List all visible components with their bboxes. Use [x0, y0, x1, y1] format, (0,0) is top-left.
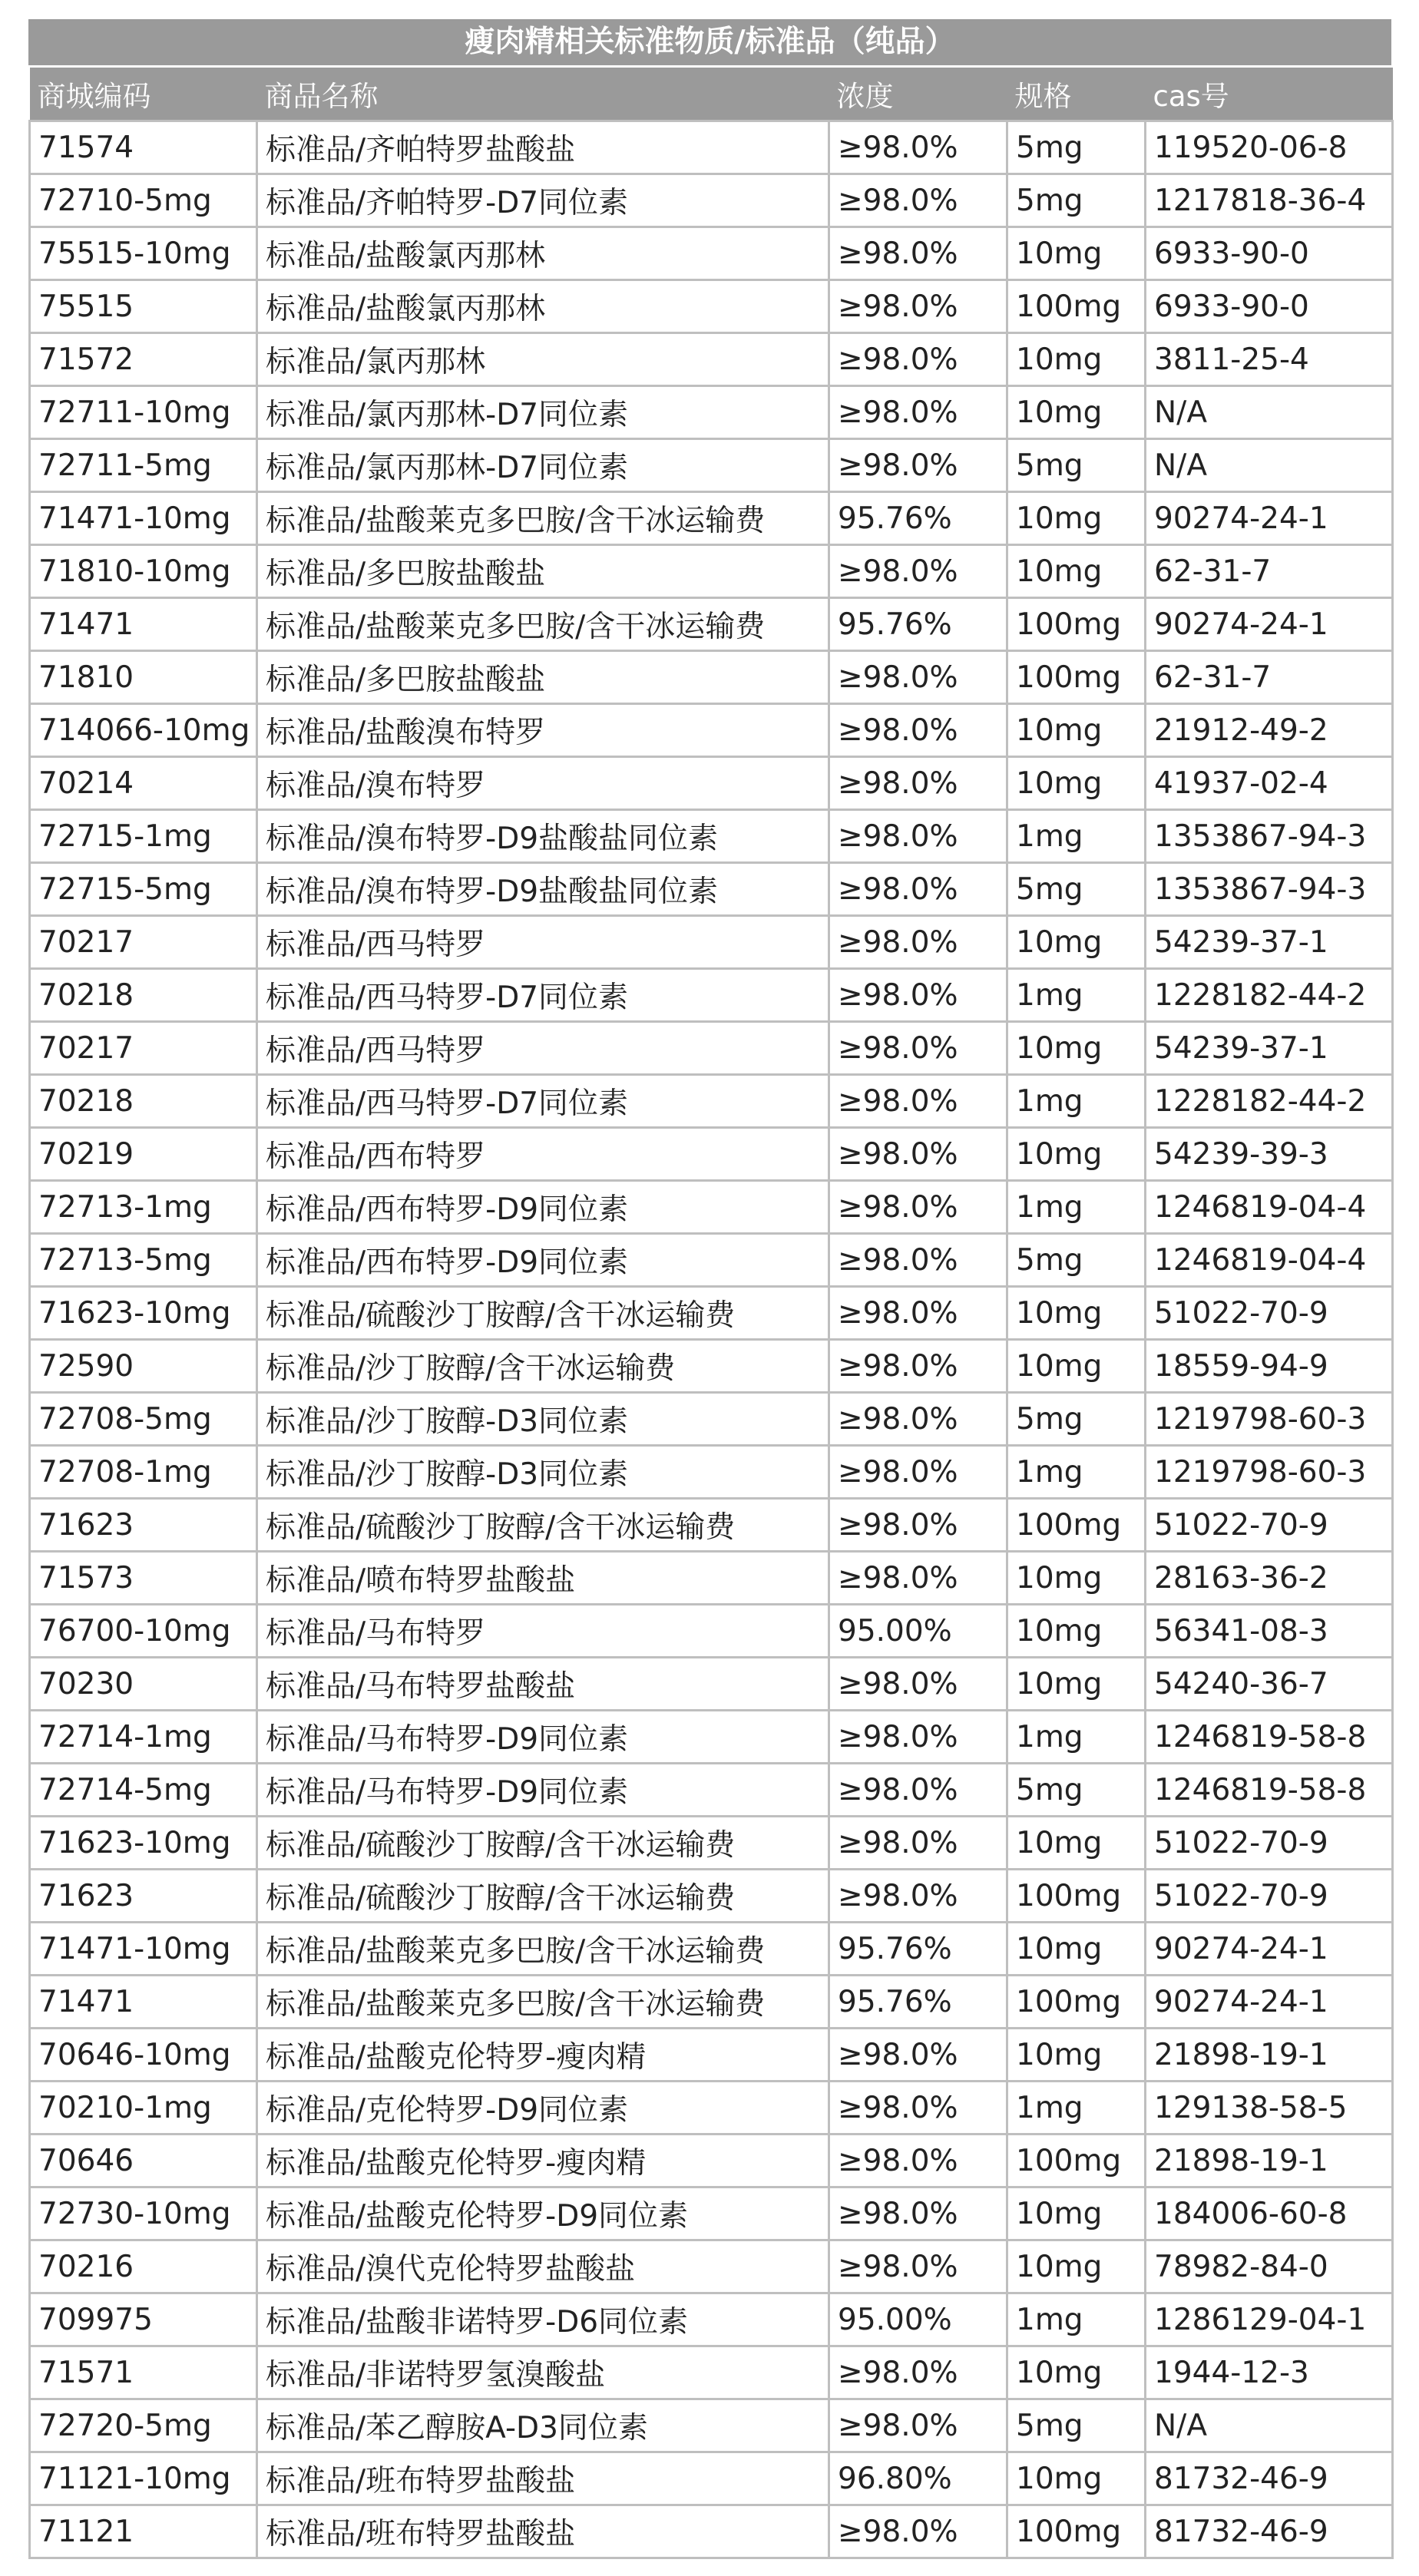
cell-spec: 10mg: [1007, 545, 1146, 598]
cell-code: 72730-10mg: [30, 2187, 257, 2240]
cell-spec: 100mg: [1007, 1976, 1146, 2029]
header-concentration: 浓度: [829, 68, 1007, 121]
cell-name: 标准品/班布特罗盐酸盐: [257, 2505, 829, 2558]
cell-concentration: ≥98.0%: [829, 1181, 1007, 1234]
cell-concentration: ≥98.0%: [829, 2029, 1007, 2082]
cell-cas: 6933-90-0: [1146, 227, 1393, 280]
cell-name: 标准品/克伦特罗-D9同位素: [257, 2082, 829, 2135]
cell-cas: 21912-49-2: [1146, 704, 1393, 757]
cell-name: 标准品/氯丙那林: [257, 333, 829, 386]
cell-concentration: ≥98.0%: [829, 121, 1007, 174]
table-row: [30, 1393, 1393, 1446]
cell-name: 标准品/硫酸沙丁胺醇/含干冰运输费: [257, 1499, 829, 1552]
table-row: [30, 1340, 1393, 1393]
cell-name: 标准品/马布特罗-D9同位素: [257, 1711, 829, 1764]
cell-concentration: ≥98.0%: [829, 2082, 1007, 2135]
cell-spec: 5mg: [1007, 863, 1146, 916]
cell-concentration: ≥98.0%: [829, 1446, 1007, 1499]
cell-code: 71574: [30, 121, 257, 174]
cell-name: 标准品/沙丁胺醇-D3同位素: [257, 1393, 829, 1446]
table-row: [30, 1287, 1393, 1340]
table-row: [30, 2346, 1393, 2399]
cell-name: 标准品/沙丁胺醇/含干冰运输费: [257, 1340, 829, 1393]
cell-cas: 1246819-04-4: [1146, 1181, 1393, 1234]
cell-code: 75515-10mg: [30, 227, 257, 280]
cell-spec: 10mg: [1007, 333, 1146, 386]
cell-spec: 100mg: [1007, 2135, 1146, 2187]
cell-concentration: ≥98.0%: [829, 1340, 1007, 1393]
cell-name: 标准品/溴代克伦特罗盐酸盐: [257, 2240, 829, 2293]
cell-cas: 1944-12-3: [1146, 2346, 1393, 2399]
cell-spec: 10mg: [1007, 1287, 1146, 1340]
table-row: [30, 1128, 1393, 1181]
cell-cas: 28163-36-2: [1146, 1552, 1393, 1605]
cell-cas: 1219798-60-3: [1146, 1446, 1393, 1499]
cell-cas: 129138-58-5: [1146, 2082, 1393, 2135]
cell-name: 标准品/氯丙那林-D7同位素: [257, 386, 829, 439]
cell-name: 标准品/氯丙那林-D7同位素: [257, 439, 829, 492]
cell-concentration: ≥98.0%: [829, 2187, 1007, 2240]
cell-name: 标准品/喷布特罗盐酸盐: [257, 1552, 829, 1605]
cell-code: 70646-10mg: [30, 2029, 257, 2082]
cell-code: 72715-1mg: [30, 810, 257, 863]
cell-name: 标准品/沙丁胺醇-D3同位素: [257, 1446, 829, 1499]
cell-cas: 51022-70-9: [1146, 1499, 1393, 1552]
cell-code: 72708-1mg: [30, 1446, 257, 1499]
cell-cas: 21898-19-1: [1146, 2135, 1393, 2187]
cell-concentration: ≥98.0%: [829, 1817, 1007, 1870]
cell-spec: 5mg: [1007, 1764, 1146, 1817]
cell-concentration: ≥98.0%: [829, 1128, 1007, 1181]
cell-concentration: ≥98.0%: [829, 2346, 1007, 2399]
cell-spec: 10mg: [1007, 704, 1146, 757]
cell-spec: 1mg: [1007, 1446, 1146, 1499]
cell-concentration: 95.76%: [829, 1976, 1007, 2029]
cell-concentration: ≥98.0%: [829, 704, 1007, 757]
cell-cas: 90274-24-1: [1146, 1923, 1393, 1976]
table-body: [30, 121, 1393, 2558]
cell-spec: 10mg: [1007, 2187, 1146, 2240]
table-row: [30, 1552, 1393, 1605]
cell-concentration: ≥98.0%: [829, 757, 1007, 810]
cell-cas: 1246819-58-8: [1146, 1764, 1393, 1817]
cell-concentration: 96.80%: [829, 2452, 1007, 2505]
cell-code: 71121: [30, 2505, 257, 2558]
cell-concentration: 95.00%: [829, 2293, 1007, 2346]
table-row: [30, 1499, 1393, 1552]
cell-name: 标准品/西马特罗-D7同位素: [257, 1075, 829, 1128]
cell-concentration: ≥98.0%: [829, 863, 1007, 916]
header-code: 商城编码: [30, 68, 257, 121]
cell-concentration: ≥98.0%: [829, 1764, 1007, 1817]
cell-name: 标准品/硫酸沙丁胺醇/含干冰运输费: [257, 1817, 829, 1870]
cell-code: 709975: [30, 2293, 257, 2346]
table-row: [30, 863, 1393, 916]
table-row: [30, 2505, 1393, 2558]
header-cas: cas号: [1146, 68, 1393, 121]
cell-name: 标准品/西马特罗-D7同位素: [257, 969, 829, 1022]
cell-cas: 1219798-60-3: [1146, 1393, 1393, 1446]
cell-cas: N/A: [1146, 2399, 1393, 2452]
cell-code: 72708-5mg: [30, 1393, 257, 1446]
cell-name: 标准品/盐酸克伦特罗-D9同位素: [257, 2187, 829, 2240]
cell-name: 标准品/盐酸莱克多巴胺/含干冰运输费: [257, 1976, 829, 2029]
cell-cas: 81732-46-9: [1146, 2505, 1393, 2558]
table-row: [30, 598, 1393, 651]
cell-cas: 54240-36-7: [1146, 1658, 1393, 1711]
table-row: [30, 2082, 1393, 2135]
cell-spec: 100mg: [1007, 2505, 1146, 2558]
cell-cas: 21898-19-1: [1146, 2029, 1393, 2082]
cell-concentration: 95.76%: [829, 598, 1007, 651]
table-row: [30, 1658, 1393, 1711]
cell-name: 标准品/齐帕特罗盐酸盐: [257, 121, 829, 174]
cell-concentration: 95.00%: [829, 1605, 1007, 1658]
cell-cas: 1217818-36-4: [1146, 174, 1393, 227]
cell-name: 标准品/盐酸莱克多巴胺/含干冰运输费: [257, 598, 829, 651]
cell-spec: 10mg: [1007, 1022, 1146, 1075]
cell-spec: 10mg: [1007, 492, 1146, 545]
header-name: 商品名称: [257, 68, 829, 121]
cell-name: 标准品/盐酸莱克多巴胺/含干冰运输费: [257, 492, 829, 545]
cell-code: 71121-10mg: [30, 2452, 257, 2505]
cell-name: 标准品/西布特罗-D9同位素: [257, 1234, 829, 1287]
table-row: [30, 227, 1393, 280]
cell-code: 71571: [30, 2346, 257, 2399]
cell-concentration: ≥98.0%: [829, 2505, 1007, 2558]
table-row: [30, 492, 1393, 545]
table-row: [30, 1976, 1393, 2029]
cell-code: 72714-1mg: [30, 1711, 257, 1764]
cell-code: 70646: [30, 2135, 257, 2187]
cell-concentration: ≥98.0%: [829, 439, 1007, 492]
table-row: [30, 2293, 1393, 2346]
cell-concentration: ≥98.0%: [829, 651, 1007, 704]
product-table-container: [28, 19, 1391, 2559]
table-row: [30, 757, 1393, 810]
cell-cas: 18559-94-9: [1146, 1340, 1393, 1393]
table-row: [30, 333, 1393, 386]
cell-concentration: ≥98.0%: [829, 333, 1007, 386]
cell-name: 标准品/多巴胺盐酸盐: [257, 545, 829, 598]
cell-spec: 10mg: [1007, 1552, 1146, 1605]
cell-code: 71471-10mg: [30, 1923, 257, 1976]
cell-concentration: ≥98.0%: [829, 1711, 1007, 1764]
cell-code: 72711-5mg: [30, 439, 257, 492]
cell-cas: 54239-39-3: [1146, 1128, 1393, 1181]
cell-code: 70216: [30, 2240, 257, 2293]
cell-spec: 1mg: [1007, 810, 1146, 863]
cell-name: 标准品/苯乙醇胺A-D3同位素: [257, 2399, 829, 2452]
cell-cas: 62-31-7: [1146, 545, 1393, 598]
cell-name: 标准品/班布特罗盐酸盐: [257, 2452, 829, 2505]
cell-code: 71623-10mg: [30, 1287, 257, 1340]
cell-concentration: ≥98.0%: [829, 1287, 1007, 1340]
cell-concentration: ≥98.0%: [829, 1552, 1007, 1605]
cell-cas: 54239-37-1: [1146, 916, 1393, 969]
cell-cas: 1353867-94-3: [1146, 863, 1393, 916]
cell-cas: 1228182-44-2: [1146, 1075, 1393, 1128]
cell-name: 标准品/盐酸氯丙那林: [257, 227, 829, 280]
cell-spec: 10mg: [1007, 386, 1146, 439]
table-row: [30, 651, 1393, 704]
cell-spec: 1mg: [1007, 1711, 1146, 1764]
cell-cas: 90274-24-1: [1146, 598, 1393, 651]
cell-concentration: ≥98.0%: [829, 1022, 1007, 1075]
cell-name: 标准品/盐酸溴布特罗: [257, 704, 829, 757]
cell-concentration: ≥98.0%: [829, 1499, 1007, 1552]
cell-spec: 10mg: [1007, 1340, 1146, 1393]
cell-name: 标准品/盐酸克伦特罗-瘦肉精: [257, 2135, 829, 2187]
cell-cas: 56341-08-3: [1146, 1605, 1393, 1658]
cell-code: 71623: [30, 1499, 257, 1552]
cell-name: 标准品/盐酸非诺特罗-D6同位素: [257, 2293, 829, 2346]
cell-name: 标准品/西马特罗: [257, 1022, 829, 1075]
cell-name: 标准品/非诺特罗氢溴酸盐: [257, 2346, 829, 2399]
table-row: [30, 386, 1393, 439]
cell-concentration: ≥98.0%: [829, 2240, 1007, 2293]
cell-code: 72715-5mg: [30, 863, 257, 916]
cell-spec: 100mg: [1007, 1499, 1146, 1552]
cell-spec: 5mg: [1007, 439, 1146, 492]
cell-concentration: ≥98.0%: [829, 916, 1007, 969]
cell-spec: 5mg: [1007, 174, 1146, 227]
cell-code: 70210-1mg: [30, 2082, 257, 2135]
table-row: [30, 121, 1393, 174]
cell-cas: 1246819-04-4: [1146, 1234, 1393, 1287]
table-row: [30, 1923, 1393, 1976]
cell-spec: 100mg: [1007, 280, 1146, 333]
cell-concentration: ≥98.0%: [829, 386, 1007, 439]
table-row: [30, 280, 1393, 333]
cell-spec: 1mg: [1007, 969, 1146, 1022]
cell-concentration: ≥98.0%: [829, 810, 1007, 863]
cell-spec: 5mg: [1007, 121, 1146, 174]
cell-name: 标准品/西布特罗: [257, 1128, 829, 1181]
cell-name: 标准品/硫酸沙丁胺醇/含干冰运输费: [257, 1287, 829, 1340]
table-row: [30, 916, 1393, 969]
cell-cas: 3811-25-4: [1146, 333, 1393, 386]
cell-cas: 62-31-7: [1146, 651, 1393, 704]
table-row: [30, 1764, 1393, 1817]
cell-concentration: ≥98.0%: [829, 280, 1007, 333]
cell-spec: 10mg: [1007, 1128, 1146, 1181]
table-row: [30, 1870, 1393, 1923]
cell-code: 71810-10mg: [30, 545, 257, 598]
cell-code: 70219: [30, 1128, 257, 1181]
cell-cas: N/A: [1146, 439, 1393, 492]
cell-concentration: ≥98.0%: [829, 1658, 1007, 1711]
cell-name: 标准品/溴布特罗-D9盐酸盐同位素: [257, 810, 829, 863]
cell-name: 标准品/溴布特罗-D9盐酸盐同位素: [257, 863, 829, 916]
cell-cas: 90274-24-1: [1146, 492, 1393, 545]
table-row: [30, 174, 1393, 227]
cell-spec: 100mg: [1007, 598, 1146, 651]
cell-cas: 184006-60-8: [1146, 2187, 1393, 2240]
table-row: [30, 1711, 1393, 1764]
table-row: [30, 2135, 1393, 2187]
cell-code: 71471: [30, 598, 257, 651]
cell-name: 标准品/马布特罗盐酸盐: [257, 1658, 829, 1711]
cell-code: 72711-10mg: [30, 386, 257, 439]
cell-spec: 5mg: [1007, 2399, 1146, 2452]
cell-name: 标准品/马布特罗: [257, 1605, 829, 1658]
table-row: [30, 1446, 1393, 1499]
cell-name: 标准品/盐酸莱克多巴胺/含干冰运输费: [257, 1923, 829, 1976]
cell-spec: 5mg: [1007, 1234, 1146, 1287]
table-row: [30, 1234, 1393, 1287]
cell-concentration: ≥98.0%: [829, 227, 1007, 280]
cell-spec: 10mg: [1007, 1923, 1146, 1976]
table-row: [30, 1181, 1393, 1234]
cell-code: 71572: [30, 333, 257, 386]
cell-concentration: ≥98.0%: [829, 174, 1007, 227]
cell-spec: 10mg: [1007, 2452, 1146, 2505]
cell-concentration: ≥98.0%: [829, 545, 1007, 598]
cell-concentration: 95.76%: [829, 1923, 1007, 1976]
cell-cas: 41937-02-4: [1146, 757, 1393, 810]
cell-spec: 10mg: [1007, 916, 1146, 969]
cell-code: 70217: [30, 1022, 257, 1075]
cell-spec: 1mg: [1007, 2293, 1146, 2346]
cell-name: 标准品/盐酸克伦特罗-瘦肉精: [257, 2029, 829, 2082]
cell-spec: 1mg: [1007, 1181, 1146, 1234]
table-row: [30, 439, 1393, 492]
cell-spec: 10mg: [1007, 2240, 1146, 2293]
cell-code: 714066-10mg: [30, 704, 257, 757]
table-header: [30, 68, 1393, 121]
header-spec: 规格: [1007, 68, 1146, 121]
cell-code: 71623: [30, 1870, 257, 1923]
cell-code: 70230: [30, 1658, 257, 1711]
cell-concentration: ≥98.0%: [829, 969, 1007, 1022]
cell-cas: 1353867-94-3: [1146, 810, 1393, 863]
cell-concentration: ≥98.0%: [829, 1393, 1007, 1446]
cell-spec: 10mg: [1007, 2029, 1146, 2082]
cell-code: 72713-1mg: [30, 1181, 257, 1234]
cell-code: 71573: [30, 1552, 257, 1605]
cell-concentration: ≥98.0%: [829, 1234, 1007, 1287]
cell-cas: 1228182-44-2: [1146, 969, 1393, 1022]
cell-cas: N/A: [1146, 386, 1393, 439]
cell-code: 72590: [30, 1340, 257, 1393]
table-row: [30, 969, 1393, 1022]
cell-code: 75515: [30, 280, 257, 333]
cell-code: 76700-10mg: [30, 1605, 257, 1658]
cell-name: 标准品/齐帕特罗-D7同位素: [257, 174, 829, 227]
cell-code: 72720-5mg: [30, 2399, 257, 2452]
cell-cas: 81732-46-9: [1146, 2452, 1393, 2505]
cell-spec: 5mg: [1007, 1393, 1146, 1446]
table-row: [30, 1605, 1393, 1658]
cell-spec: 10mg: [1007, 1658, 1146, 1711]
product-table: [28, 68, 1394, 2559]
cell-name: 标准品/西马特罗: [257, 916, 829, 969]
cell-name: 标准品/西布特罗-D9同位素: [257, 1181, 829, 1234]
cell-concentration: ≥98.0%: [829, 1075, 1007, 1128]
cell-cas: 54239-37-1: [1146, 1022, 1393, 1075]
cell-spec: 10mg: [1007, 757, 1146, 810]
cell-code: 71810: [30, 651, 257, 704]
cell-spec: 100mg: [1007, 1870, 1146, 1923]
cell-code: 71471: [30, 1976, 257, 2029]
cell-cas: 119520-06-8: [1146, 121, 1393, 174]
cell-code: 70218: [30, 969, 257, 1022]
cell-spec: 10mg: [1007, 227, 1146, 280]
table-row: [30, 1075, 1393, 1128]
cell-cas: 1286129-04-1: [1146, 2293, 1393, 2346]
cell-spec: 1mg: [1007, 1075, 1146, 1128]
cell-spec: 1mg: [1007, 2082, 1146, 2135]
cell-concentration: ≥98.0%: [829, 2399, 1007, 2452]
cell-code: 70217: [30, 916, 257, 969]
cell-concentration: 95.76%: [829, 492, 1007, 545]
cell-code: 71623-10mg: [30, 1817, 257, 1870]
cell-spec: 10mg: [1007, 1817, 1146, 1870]
cell-code: 72714-5mg: [30, 1764, 257, 1817]
cell-cas: 78982-84-0: [1146, 2240, 1393, 2293]
table-row: [30, 2240, 1393, 2293]
cell-code: 70214: [30, 757, 257, 810]
cell-cas: 51022-70-9: [1146, 1870, 1393, 1923]
table-row: [30, 2452, 1393, 2505]
cell-cas: 6933-90-0: [1146, 280, 1393, 333]
table-row: [30, 2399, 1393, 2452]
cell-name: 标准品/溴布特罗: [257, 757, 829, 810]
cell-code: 70218: [30, 1075, 257, 1128]
table-row: [30, 1022, 1393, 1075]
table-row: [30, 1817, 1393, 1870]
cell-cas: 51022-70-9: [1146, 1817, 1393, 1870]
cell-concentration: ≥98.0%: [829, 1870, 1007, 1923]
cell-spec: 10mg: [1007, 2346, 1146, 2399]
table-row: [30, 704, 1393, 757]
cell-spec: 100mg: [1007, 651, 1146, 704]
header-row: [30, 68, 1393, 121]
cell-concentration: ≥98.0%: [829, 2135, 1007, 2187]
table-row: [30, 2187, 1393, 2240]
cell-code: 71471-10mg: [30, 492, 257, 545]
cell-name: 标准品/马布特罗-D9同位素: [257, 1764, 829, 1817]
cell-code: 72710-5mg: [30, 174, 257, 227]
table-title: 瘦肉精相关标准物质/标准品（纯品）: [28, 19, 1391, 68]
cell-code: 72713-5mg: [30, 1234, 257, 1287]
cell-name: 标准品/盐酸氯丙那林: [257, 280, 829, 333]
cell-cas: 51022-70-9: [1146, 1287, 1393, 1340]
table-row: [30, 2029, 1393, 2082]
table-row: [30, 545, 1393, 598]
cell-spec: 10mg: [1007, 1605, 1146, 1658]
cell-cas: 90274-24-1: [1146, 1976, 1393, 2029]
table-row: [30, 810, 1393, 863]
cell-cas: 1246819-58-8: [1146, 1711, 1393, 1764]
cell-name: 标准品/硫酸沙丁胺醇/含干冰运输费: [257, 1870, 829, 1923]
cell-name: 标准品/多巴胺盐酸盐: [257, 651, 829, 704]
